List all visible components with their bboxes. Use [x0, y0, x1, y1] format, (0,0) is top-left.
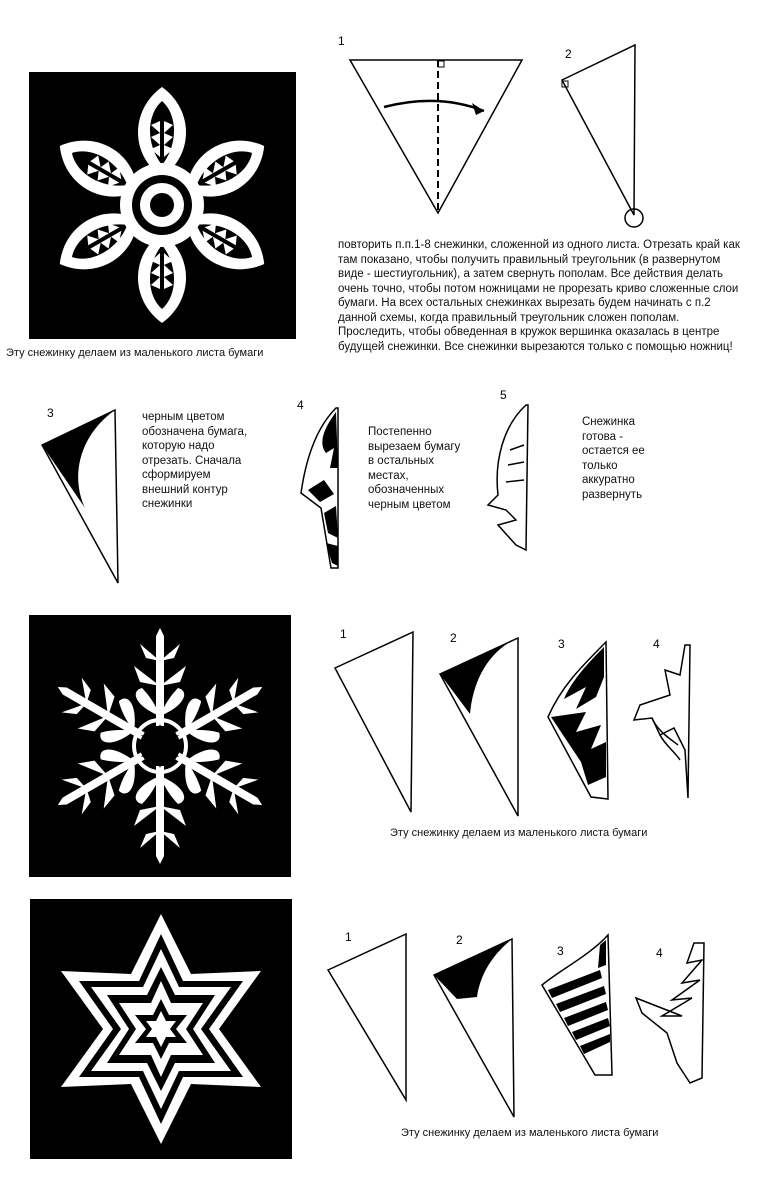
- s3-step-3-diagram: [540, 930, 620, 1080]
- snowflake-2-caption: Эту снежинку делаем из маленького листа бумаги: [390, 827, 648, 839]
- snowflake-photo-1: [29, 72, 296, 339]
- flower-snowflake-image: [29, 72, 296, 339]
- s2-step-4-diagram: [630, 640, 700, 810]
- s2-step-number-3: 3: [558, 637, 565, 651]
- step-4-text: Постепенно вырезаем бумагу в остальных местах, обозначенных черным цветом: [368, 426, 461, 511]
- step-number-4: 4: [297, 398, 304, 412]
- step-number-2: 2: [565, 47, 572, 61]
- step-3-text: черным цветом обозначена бумага, которую надо отрезать. Сначала сформируем внешний контур снежинки: [142, 411, 248, 510]
- snowflake-photo-2: [29, 615, 291, 877]
- s3-step-4-diagram: [632, 938, 712, 1088]
- fold-triangle-diagram: [350, 55, 530, 225]
- step-number-3: 3: [47, 406, 54, 420]
- s3-step-number-2: 2: [456, 933, 463, 947]
- half-triangle-diagram: [560, 40, 660, 230]
- snowflake-photo-3: [30, 899, 292, 1159]
- s3-step-2-diagram: [432, 937, 522, 1127]
- star-snowflake-image: [30, 899, 292, 1159]
- s3-step-number-1: 1: [345, 930, 352, 944]
- s3-step-number-3: 3: [557, 944, 564, 958]
- s2-step-number-1: 1: [340, 627, 347, 641]
- instruction-text: повторить п.п.1-8 снежинки, сложенной из одного листа. Отрезать край как там показано, чтобы получить правильный треугольник (в развернутом виде - шестиугольник), а затем свернуть пополам. Все действия делать очень точно, чтобы потом ножницами не прорезать криво сложенные слои бумаги. На всех остальных снежинках вырезать будем начинать с п.2 данной схемы, когда правильный треугольник сложен пополам. Проследить, чтобы обведенная в кружок вершинка оказалась в центре будущей снежинки. Все снежинки вырезаются только с помощью ножниц!: [338, 239, 740, 353]
- s2-step-2-diagram: [438, 636, 528, 826]
- step-3-cut-diagram: [40, 405, 130, 585]
- s2-step-number-4: 4: [653, 637, 660, 651]
- branch-snowflake-image: [29, 615, 291, 877]
- s2-step-number-2: 2: [450, 631, 457, 645]
- s2-step-3-diagram: [546, 637, 616, 807]
- step-5-cut-diagram: [486, 400, 546, 570]
- step-5-text: Снежинка готова - остается ее только аккуратно развернуть: [582, 416, 645, 501]
- step-4-cut-diagram: [296, 398, 356, 573]
- s3-step-1-diagram: [326, 932, 416, 1112]
- step-number-5: 5: [500, 388, 507, 402]
- snowflake-1-caption: Эту снежинку делаем из маленького листа бумаги: [6, 347, 264, 359]
- s2-step-1-diagram: [333, 630, 423, 820]
- step-number-1: 1: [338, 34, 345, 48]
- snowflake-3-caption: Эту снежинку делаем из маленького листа бумаги: [401, 1127, 659, 1139]
- s3-step-number-4: 4: [656, 946, 663, 960]
